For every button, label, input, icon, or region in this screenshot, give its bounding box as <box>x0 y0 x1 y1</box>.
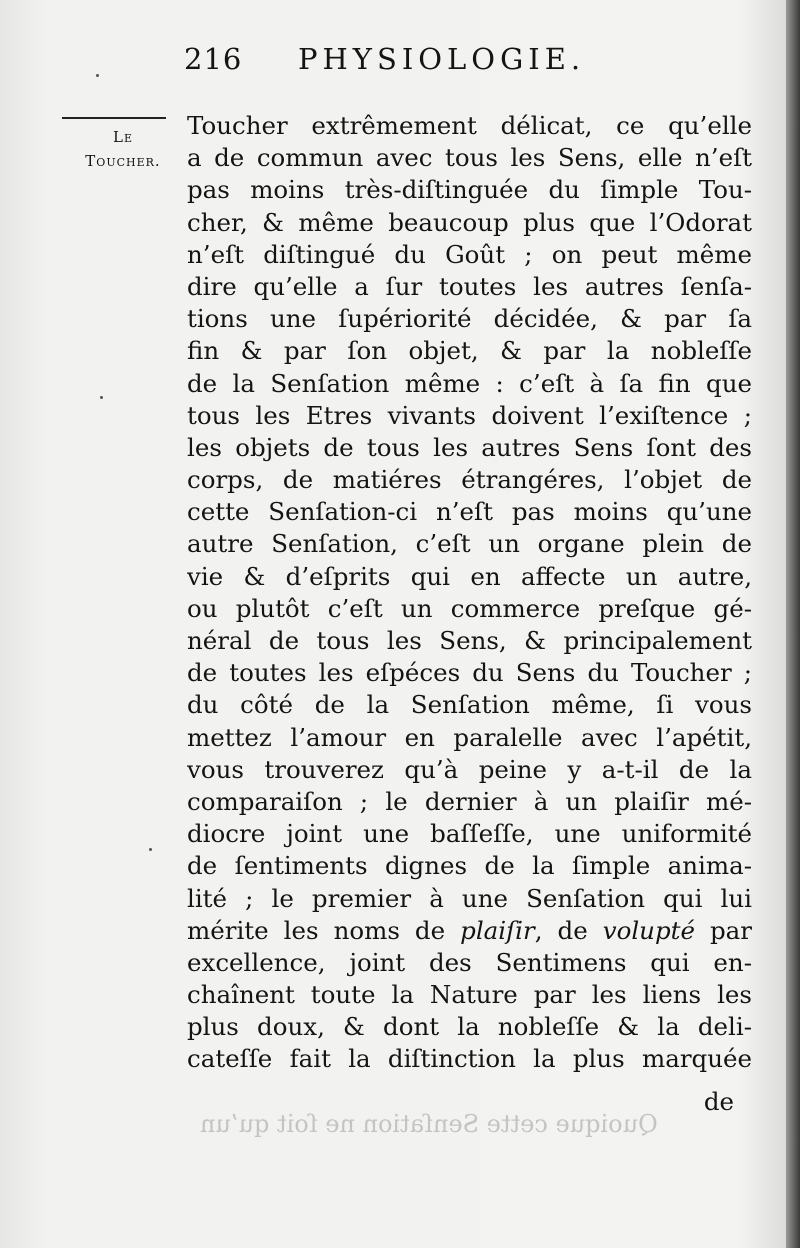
margin-rule <box>62 117 166 119</box>
text-line: n’eſt diſtingué du Goût ; on peut même <box>187 239 752 269</box>
text-line: vous trouverez qu’à peine y a-t-il de la <box>187 754 752 784</box>
text-line: plus doux, & dont la nobleſſe & la deli- <box>187 1012 752 1042</box>
text-line: dire qu’elle a ſur toutes les autres ſenſa- <box>187 271 752 301</box>
text-line: corps, de matiéres étrangéres, l’objet de <box>187 465 752 495</box>
text-line: comparaiſon ; le dernier à un plaiſir mé- <box>187 786 752 816</box>
ink-speck <box>100 396 103 399</box>
body-text <box>187 110 752 1076</box>
text-line: vie & d’eſprits qui en affecte un autre, <box>187 561 752 591</box>
bleed-through-text: Quoique cette Senſation ne ſoit qu’un <box>200 1110 658 1138</box>
running-title: PHYSIOLOGIE. <box>298 42 586 76</box>
text-line: cateſſe fait la diſtinction la plus marquée <box>187 1044 752 1074</box>
text-line: fin & par ſon objet, & par la nobleſſe <box>187 336 752 366</box>
text-line: a de commun avec tous les Sens, elle n’eſt <box>187 143 752 173</box>
text-line: tions une ſupériorité décidée, & par ſa <box>187 304 752 334</box>
text-line: chaînent toute la Nature par les liens les <box>187 980 752 1010</box>
margin-note-line: Le <box>113 128 133 146</box>
page-spine-edge <box>786 0 800 1248</box>
text-line: excellence, joint des Sentimens qui en- <box>187 947 752 977</box>
text-line: du côté de la Senſation même, ſi vous <box>187 690 752 720</box>
text-line: Toucher extrêmement délicat, ce qu’elle <box>187 111 752 140</box>
text-line: ou plutôt c’eſt un commerce preſque gé- <box>187 593 752 623</box>
text-line: de toutes les eſpéces du Sens du Toucher ; <box>187 658 752 688</box>
margin-note <box>58 125 188 173</box>
text-line: de la Senſation même : c’eſt à ſa fin que <box>187 368 752 398</box>
text-line: cher, & même beaucoup plus que l’Odorat <box>187 207 752 237</box>
catchword: de <box>703 1087 734 1116</box>
text-line: lité ; le premier à une Senſation qui lui <box>187 883 752 913</box>
text-line: mettez l’amour en paralelle avec l’apétit, <box>187 722 752 752</box>
text-line: mérite les noms de plaiſir, de volupté par <box>187 915 752 945</box>
text-line: les objets de tous les autres Sens ſont des <box>187 432 752 462</box>
text-line: pas moins très-diſtinguée du ſimple Tou- <box>187 175 752 205</box>
ink-speck <box>96 74 99 77</box>
margin-note-line: Toucher. <box>85 152 161 170</box>
text-line: autre Senſation, c’eſt un organe plein de <box>187 529 752 559</box>
page-header <box>0 38 786 88</box>
ink-speck <box>149 848 152 851</box>
text-line: cette Senſation-ci n’eſt pas moins qu’une <box>187 497 752 527</box>
text-line: de ſentiments dignes de la ſimple anima- <box>187 851 752 881</box>
text-line: diocre joint une baſſeſſe, une uniformité <box>187 819 752 849</box>
text-line: néral de tous les Sens, & principalement <box>187 626 752 655</box>
page-number: 216 <box>184 42 243 76</box>
text-line: tous les Etres vivants doivent l’exiſtence ; <box>187 400 752 430</box>
